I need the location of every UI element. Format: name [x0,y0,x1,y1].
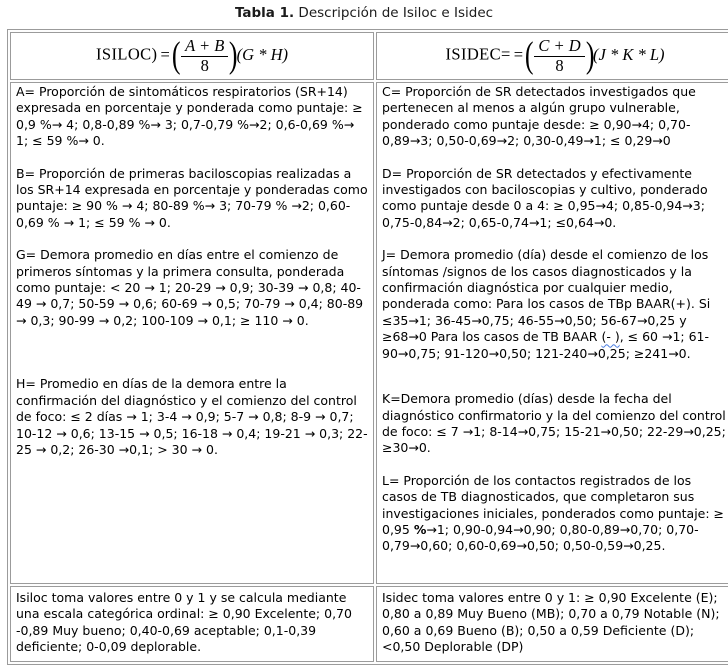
isiloc-formula-factor: (G * H) [236,44,288,64]
isidec-formula-name: ISIDEC= [445,44,511,64]
formula-row [10,32,728,80]
isidec-definitions-cell [376,82,728,584]
fraction-numerator: C + D [534,38,584,56]
table-caption-number: Tabla 1. [234,5,295,21]
definition-c: C= Proporción de SR detectados investigados que pertenecen al menos a algún grupo vulnerable, ponderado como puntaje desde: ≥ 0,90→4; 0,70-0,89→3; 0,50-0,69→2; 0,30-0,49→1; ≤ 0,29→0 [382,84,696,149]
equals-sign: = [513,44,524,64]
isiloc-scale: Isiloc toma valores entre 0 y 1 y se calcula mediante una escala categórica ordinal: ≥ 0,90 Excelente; 0,70 -0,89 Muy bueno; 0,40-0,69 aceptable; 0,1-0,39 deficiente; 0-0,09 deplorable. [10,586,374,662]
definition-l-text: →1; 0,90-0,94→0,90; 0,80-0,89→0,70; 0,70-0,79→0,60; 0,60-0,69→0,50; 0,50-0,59→0,25. [382,521,699,554]
definition-b: B= Proporción de primeras baciloscopias realizadas a los SR+14 expresada en porcentaje y ponderadas como puntaje: ≥ 90 % → 4; 80-89 %→ 3; 70-79 % →2; 0,60-0,69 % → 1; ≤ 59 % → 0. [16,165,368,230]
table-caption-text: Descripción de Isiloc e Isidec [294,5,494,21]
definition-g: G= Demora promedio en días entre el comienzo de primeros síntomas y la primera consulta, ponderada como puntaje: < 20 → 1; 20-29 → 0,9; 30-39 → 0,8; 40-49 → 0,7; 50-59 → 0,6; 60-69 → 0,5; 70-79 → 0,4; 80-89 → 0,3; 90-99 → 0,2; 100-109 → 0,1; ≥ 110 → 0. [16,247,364,328]
isiloc-isidec-table [7,29,728,665]
isidec-formula-cell [376,32,728,80]
isidec-formula-factor: (J * K * L) [593,44,665,64]
definition-l-bold-percent: % [413,521,427,537]
definition-k: K=Demora promedio (días) desde la fecha del diagnóstico confirmatorio y la del comienzo del control de foco: ≤ 7 →1; 8-14→0,75; 15-21→0,50; 22-29→0,25; ≥30→0. [382,391,726,456]
definitions-row [10,82,728,584]
close-paren-icon: ) [585,35,595,77]
isiloc-formula-cell [10,32,374,80]
isidec-scale: Isidec toma valores entre 0 y 1: ≥ 0,90 Excelente (E); 0,80 a 0,89 Muy Bueno (MB); 0,70 a 0,79 Notable (N); 0,60 a 0,69 Bueno (B); 0,50 a 0,59 Deficiente (D); <0,50 Deplorable (DP) [376,586,728,662]
isiloc-fraction [178,38,231,74]
definition-j [382,247,728,362]
definition-a: A= Proporción de sintomáticos respiratorios (SR+14) expresada en porcentaje y ponderada como puntaje: ≥ 0,9 %→ 4; 0,8-0,89 %→ 3; 0,7-0,79 %→2; 0,6-0,69 %→ 1; ≤ 59 %→ 0. [16,84,363,149]
definition-j-text: , ≤ 60 →1; 61-90→0,75; 91-120→0,50; 121-240→0,25; ≥241→0. [382,329,710,361]
definition-j-text: J= Demora promedio (día) desde el comienzo de los síntomas /signos de los casos diagnosticados y la confirmación diagnóstica por cualquier medio, ponderada como: Para los casos de TBp BAAR(+). Si ≤35→1; 36-45→0,75; 46-55→0,50; 56-67→0,25 y ≥68→0 Para los casos de TB BAAR [382,247,711,345]
spellcheck-underline-text: (- ) [601,329,620,345]
isidec-fraction [531,38,587,74]
open-paren-icon: ( [524,35,534,77]
definition-l [382,473,728,555]
fraction-numerator: A + B [181,38,228,56]
close-paren-icon: ) [229,35,238,77]
fraction-denominator: 8 [555,55,564,75]
definition-l-text: L= Proporción de los contactos registrados de los casos de TB diagnosticados, que completaron sus investigaciones iniciales, ponderados como puntaje: ≥ 0,95 [382,472,725,537]
definition-h: H= Promedio en días de la demora entre la confirmación del diagnóstico y el comienzo del control de foco: ≤ 2 días → 1; 3-4 → 0,9; 5-7 → 0,8; 8-9 → 0,7; 10-12 → 0,6; 13-15 → 0,5; 16-18 → 0,4; 19-21 → 0,3; 22-25 → 0,2; 26-30 →0,1; > 30 → 0. [16,376,368,457]
isiloc-formula-name: ISILOC) [95,44,158,64]
isiloc-definitions-cell [10,82,374,584]
table-caption [0,0,728,29]
definition-d: D= Proporción de SR detectados y efectivamente investigados con baciloscopias y cultivo, ponderado como puntaje desde 0 a 4: ≥ 0,95→4; 0,85-0,94→3; 0,75-0,84→2; 0,65-0,74→1; ≤0,64→0. [382,165,708,230]
equals-sign: = [160,44,170,64]
scales-row [10,586,728,662]
open-paren-icon: ( [171,35,181,77]
fraction-denominator: 8 [200,55,209,75]
